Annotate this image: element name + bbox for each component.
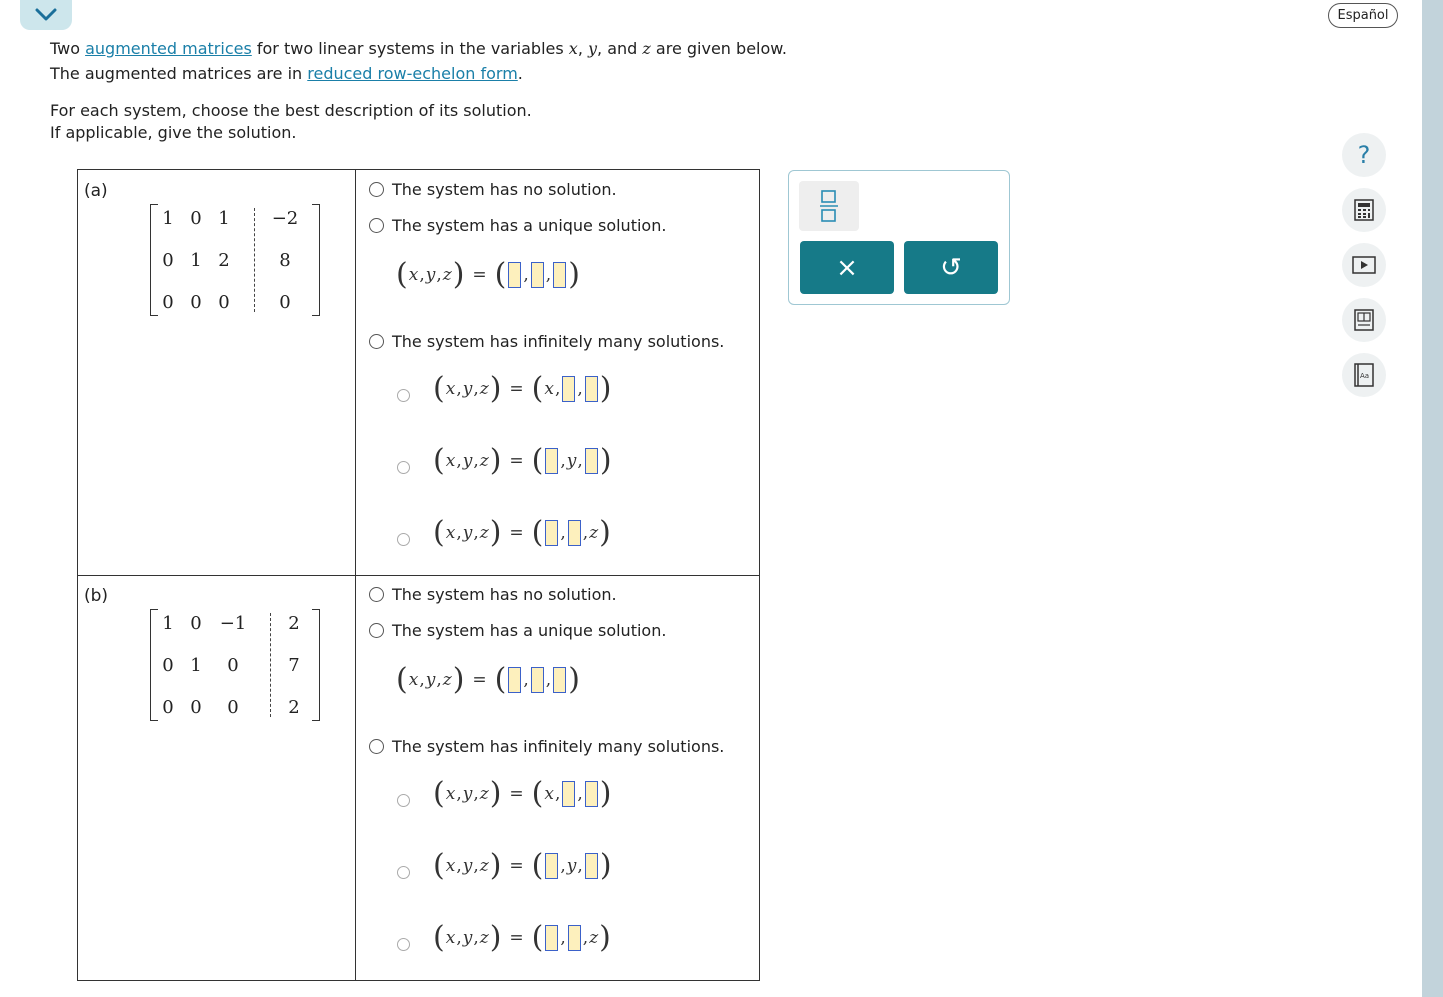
paren-open: ( xyxy=(531,371,544,406)
var-x: x xyxy=(445,523,456,543)
matrix-cell: 7 xyxy=(288,655,300,676)
matrix-cell: 2 xyxy=(288,697,300,718)
option-unique-solution[interactable] xyxy=(369,216,666,235)
matrix-cell: 1 xyxy=(218,208,230,229)
equals-sign: = xyxy=(509,856,524,876)
var-x: x xyxy=(408,265,419,285)
paren-open: ( xyxy=(494,257,507,292)
variable-y: y xyxy=(588,39,598,58)
intro-text xyxy=(50,36,787,86)
matrix-cell: 2 xyxy=(288,613,300,634)
paren-close: ) xyxy=(599,371,612,406)
answer-input[interactable] xyxy=(545,853,558,879)
paren-open: ( xyxy=(396,662,408,697)
equals-sign: = xyxy=(472,670,487,690)
var-x: x xyxy=(544,379,554,399)
comma: , xyxy=(473,928,479,948)
comma: , xyxy=(436,265,442,285)
paren-open: ( xyxy=(433,515,445,550)
paren-open: ( xyxy=(433,371,445,406)
paren-open: ( xyxy=(531,515,544,550)
matrix-cell: 0 xyxy=(190,613,202,634)
comma: , xyxy=(473,451,479,471)
paren-close: ) xyxy=(568,257,580,292)
comma: , xyxy=(456,451,462,471)
paren-close: ) xyxy=(568,662,580,697)
var-z: z xyxy=(442,265,452,285)
answer-input[interactable] xyxy=(585,376,598,402)
paren-open: ( xyxy=(433,443,445,478)
intro-text-segment: The augmented matrices are in xyxy=(50,64,308,83)
intro-text-segment: Two xyxy=(50,39,86,58)
paren-open: ( xyxy=(531,848,544,883)
intro-text-segment: are given below. xyxy=(650,39,787,58)
matrix-cell: 0 xyxy=(279,292,291,313)
paren-close: ) xyxy=(599,776,612,811)
var-z: z xyxy=(479,523,489,543)
matrix-cell: 0 xyxy=(162,697,174,718)
textbook-icon xyxy=(1354,309,1374,331)
answer-input[interactable] xyxy=(553,262,566,288)
comma: , xyxy=(473,784,479,804)
bracket-right xyxy=(312,609,320,721)
intro-text-segment: , and xyxy=(597,39,643,58)
paren-open: ( xyxy=(531,920,544,955)
glossary-button[interactable] xyxy=(1342,353,1386,397)
sub-option-radio[interactable] xyxy=(397,938,410,951)
calculator-button[interactable] xyxy=(1342,188,1386,232)
comma: , xyxy=(456,523,462,543)
instructions-line-1: For each system, choose the best description of its solution. xyxy=(50,101,532,120)
var-z: z xyxy=(479,856,489,876)
parametric-solution-equation xyxy=(432,443,613,478)
var-y: y xyxy=(425,670,436,690)
answer-input[interactable] xyxy=(568,925,581,951)
matrix-cell: 0 xyxy=(190,697,202,718)
answer-input[interactable] xyxy=(585,448,598,474)
variable-x: x xyxy=(568,39,578,58)
sub-option-radio[interactable] xyxy=(397,533,410,546)
paren-open: ( xyxy=(531,443,544,478)
equals-sign: = xyxy=(509,451,524,471)
chevron-down-icon xyxy=(35,8,57,22)
parametric-solution-equation xyxy=(432,371,613,406)
column-divider xyxy=(355,170,356,980)
var-x: x xyxy=(445,379,456,399)
sub-option-radio[interactable] xyxy=(397,461,410,474)
var-y: y xyxy=(462,856,473,876)
comma: , xyxy=(456,784,462,804)
option-no-solution[interactable] xyxy=(369,585,617,604)
augment-divider xyxy=(254,208,255,312)
paren-close: ) xyxy=(489,848,502,883)
comma: , xyxy=(577,379,583,399)
matrix-cell: 0 xyxy=(190,292,202,313)
video-icon xyxy=(1352,256,1376,274)
option-infinite-solutions[interactable] xyxy=(369,737,724,756)
radio-button[interactable] xyxy=(369,739,384,754)
augmented-matrix xyxy=(150,609,320,721)
augmented-matrix xyxy=(150,204,320,316)
scrollbar[interactable] xyxy=(1422,0,1443,997)
sub-option-radio[interactable] xyxy=(397,866,410,879)
calculator-icon xyxy=(1354,199,1374,221)
var-y: y xyxy=(425,265,436,285)
radio-button[interactable] xyxy=(369,623,384,638)
augment-divider xyxy=(270,613,271,717)
matrix-cell: 0 xyxy=(218,292,230,313)
matrix-cell: 0 xyxy=(162,292,174,313)
equals-sign: = xyxy=(472,265,487,285)
option-no-solution[interactable] xyxy=(369,180,617,199)
language-toggle-button[interactable]: Español xyxy=(1328,3,1398,28)
fraction-button[interactable] xyxy=(799,181,859,231)
equals-sign: = xyxy=(509,784,524,804)
paren-open: ( xyxy=(433,920,445,955)
option-label: The system has a unique solution. xyxy=(392,216,667,235)
matrix-cell: 0 xyxy=(162,655,174,676)
matrix-cell: 1 xyxy=(162,613,174,634)
comma: , xyxy=(554,784,561,804)
equals-sign: = xyxy=(509,928,524,948)
paren-close: ) xyxy=(599,443,612,478)
paren-close: ) xyxy=(489,371,502,406)
var-y: y xyxy=(462,451,473,471)
unique-solution-equation xyxy=(395,257,581,292)
comma: , xyxy=(560,523,566,543)
comma: , xyxy=(577,856,583,876)
matrix-cell: 1 xyxy=(190,250,202,271)
comma: , xyxy=(582,523,589,543)
option-infinite-solutions[interactable] xyxy=(369,332,724,351)
equals-sign: = xyxy=(509,523,524,543)
comma: , xyxy=(554,379,561,399)
paren-close: ) xyxy=(452,257,465,292)
var-y: y xyxy=(462,523,473,543)
paren-open: ( xyxy=(433,848,445,883)
comma: , xyxy=(456,379,462,399)
answer-input[interactable] xyxy=(545,925,558,951)
bracket-right xyxy=(312,204,320,316)
var-z: z xyxy=(479,784,489,804)
comma: , xyxy=(473,856,479,876)
comma: , xyxy=(545,670,552,690)
matrix-cell: 0 xyxy=(227,697,239,718)
comma: , xyxy=(419,265,425,285)
comma: , xyxy=(560,856,566,876)
paren-close: ) xyxy=(452,662,465,697)
matrix-cell: 2 xyxy=(218,250,230,271)
math-toolbar xyxy=(788,170,1010,305)
var-z: z xyxy=(589,523,599,543)
var-x: x xyxy=(544,784,554,804)
answer-input[interactable] xyxy=(508,667,521,693)
paren-open: ( xyxy=(531,776,544,811)
variable-z: z xyxy=(642,39,651,58)
var-y: y xyxy=(462,928,473,948)
answer-input[interactable] xyxy=(545,448,558,474)
paren-close: ) xyxy=(489,515,502,550)
comma: , xyxy=(523,670,529,690)
unique-solution-equation xyxy=(395,662,581,697)
comma: , xyxy=(560,928,566,948)
matrix-cell: 0 xyxy=(190,208,202,229)
answer-input[interactable] xyxy=(562,376,575,402)
comma: , xyxy=(473,379,479,399)
comma: , xyxy=(545,265,552,285)
comma: , xyxy=(456,928,462,948)
row-divider xyxy=(78,575,759,576)
paren-close: ) xyxy=(599,920,611,955)
rref-link[interactable]: reduced row-echelon form xyxy=(307,64,518,83)
var-y: y xyxy=(566,856,577,876)
matrix-cell: −2 xyxy=(271,208,299,229)
parametric-solution-equation xyxy=(432,515,612,550)
paren-close: ) xyxy=(599,848,612,883)
comma: , xyxy=(436,670,442,690)
option-label: The system has infinitely many solutions. xyxy=(392,737,725,756)
equals-sign: = xyxy=(509,379,524,399)
matrix-cell: 1 xyxy=(162,208,174,229)
paren-open: ( xyxy=(396,257,408,292)
comma: , xyxy=(419,670,425,690)
augmented-matrices-link[interactable]: augmented matrices xyxy=(85,39,252,58)
matrix-cell: 8 xyxy=(279,250,291,271)
matrix-cell: 1 xyxy=(190,655,202,676)
option-label: The system has no solution. xyxy=(392,180,617,199)
textbook-button[interactable] xyxy=(1342,298,1386,342)
paren-close: ) xyxy=(489,920,502,955)
option-label: The system has a unique solution. xyxy=(392,621,667,640)
var-z: z xyxy=(479,928,489,948)
radio-button[interactable] xyxy=(369,218,384,233)
comma: , xyxy=(582,928,589,948)
answer-input[interactable] xyxy=(545,520,558,546)
intro-text-segment: , xyxy=(577,39,588,58)
answer-input[interactable] xyxy=(531,262,544,288)
sub-option-radio[interactable] xyxy=(397,794,410,807)
radio-button[interactable] xyxy=(369,182,384,197)
intro-text-segment: . xyxy=(517,64,523,83)
comma: , xyxy=(577,784,583,804)
undo-button[interactable]: ↺ xyxy=(904,241,998,294)
paren-open: ( xyxy=(433,776,445,811)
var-z: z xyxy=(479,451,489,471)
var-y: y xyxy=(462,379,473,399)
var-z: z xyxy=(442,670,452,690)
matrix-cell: −1 xyxy=(219,613,247,634)
comma: , xyxy=(523,265,529,285)
comma: , xyxy=(560,451,566,471)
var-x: x xyxy=(445,451,456,471)
paren-close: ) xyxy=(489,776,502,811)
option-label: The system has no solution. xyxy=(392,585,617,604)
var-z: z xyxy=(479,379,489,399)
part-label: (a) xyxy=(84,181,108,201)
radio-button[interactable] xyxy=(369,334,384,349)
intro-line-1 xyxy=(50,36,787,61)
paren-open: ( xyxy=(494,662,507,697)
glossary-icon xyxy=(1354,363,1374,387)
var-z: z xyxy=(589,928,599,948)
collapse-button[interactable] xyxy=(20,0,72,30)
svg-text:Aa: Aa xyxy=(1360,372,1370,380)
intro-line-2 xyxy=(50,61,787,86)
comma: , xyxy=(473,523,479,543)
paren-close: ) xyxy=(489,443,502,478)
paren-close: ) xyxy=(599,515,611,550)
comma: , xyxy=(577,451,583,471)
answer-input[interactable] xyxy=(562,781,575,807)
parametric-solution-equation xyxy=(432,776,613,811)
option-unique-solution[interactable] xyxy=(369,621,666,640)
option-label: The system has infinitely many solutions. xyxy=(392,332,725,351)
instructions xyxy=(50,100,532,144)
help-icon: ? xyxy=(1357,141,1371,169)
var-x: x xyxy=(445,856,456,876)
fraction-icon xyxy=(819,189,839,223)
help-button[interactable] xyxy=(1342,133,1386,177)
clear-button[interactable]: × xyxy=(800,241,894,294)
instructions-line-2: If applicable, give the solution. xyxy=(50,123,297,142)
radio-button[interactable] xyxy=(369,587,384,602)
answer-input[interactable] xyxy=(568,520,581,546)
answer-input[interactable] xyxy=(508,262,521,288)
comma: , xyxy=(456,856,462,876)
video-button[interactable] xyxy=(1342,243,1386,287)
var-y: y xyxy=(566,451,577,471)
matrix-cell: 0 xyxy=(227,655,239,676)
part-label: (b) xyxy=(84,586,109,606)
var-y: y xyxy=(462,784,473,804)
answer-input[interactable] xyxy=(585,781,598,807)
answer-input[interactable] xyxy=(531,667,544,693)
parametric-solution-equation xyxy=(432,920,612,955)
answer-input[interactable] xyxy=(553,667,566,693)
intro-text-segment: for two linear systems in the variables xyxy=(251,39,569,58)
var-x: x xyxy=(445,784,456,804)
answer-input[interactable] xyxy=(585,853,598,879)
sub-option-radio[interactable] xyxy=(397,389,410,402)
parametric-solution-equation xyxy=(432,848,613,883)
matrix-cell: 0 xyxy=(162,250,174,271)
var-x: x xyxy=(445,928,456,948)
var-x: x xyxy=(408,670,419,690)
